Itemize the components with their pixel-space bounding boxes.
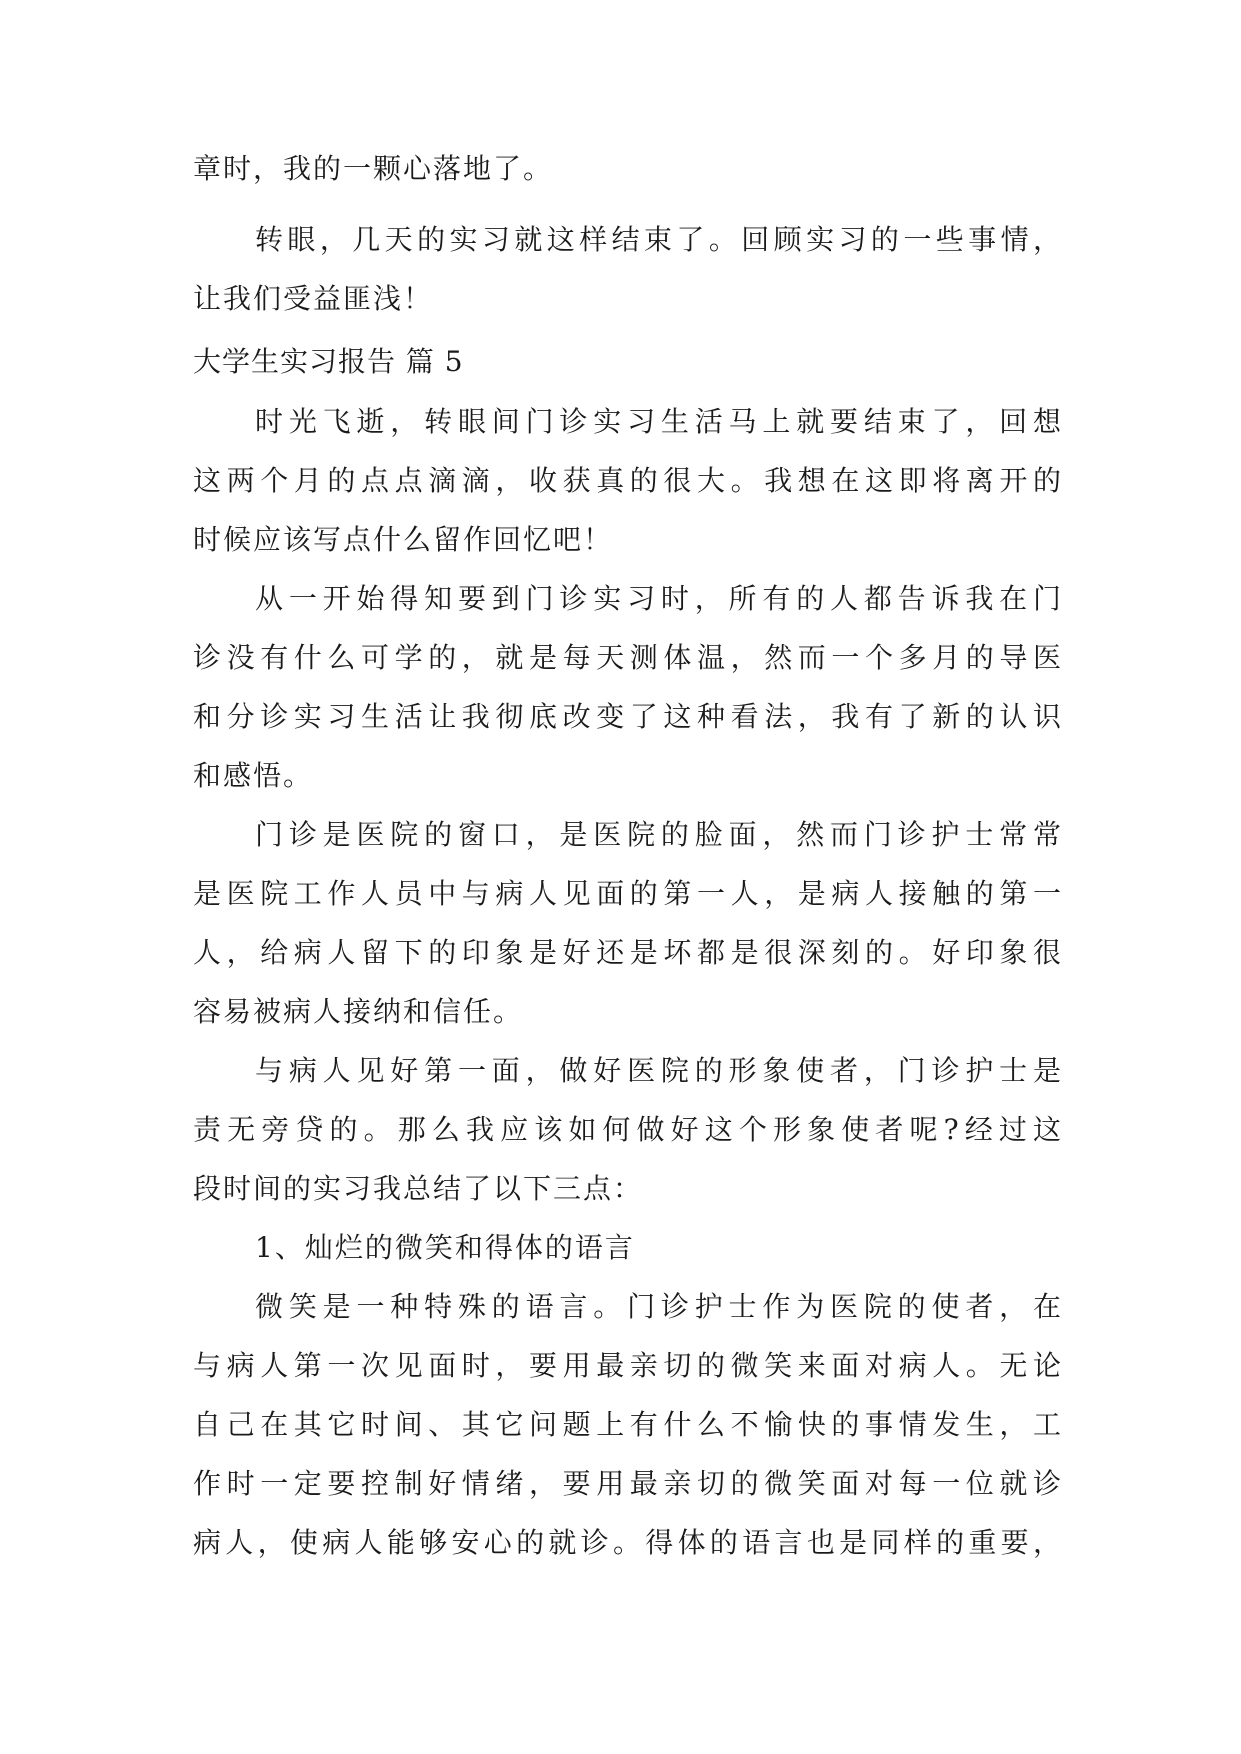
text-line: 这两个月的点点滴滴，收获真的很大。我想在这即将离开的 [193, 464, 1061, 497]
text-line: 门诊是医院的窗口，是医院的脸面，然而门诊护士常常 [255, 818, 1061, 851]
text-line: 作时一定要控制好情绪，要用最亲切的微笑面对每一位就诊 [193, 1467, 1061, 1500]
text-line: 病人，使病人能够安心的就诊。得体的语言也是同样的重要， [193, 1526, 1061, 1559]
text-line: 人，给病人留下的印象是好还是坏都是很深刻的。好印象很 [193, 936, 1061, 969]
text-line: 段时间的实习我总结了以下三点： [193, 1172, 644, 1205]
text-line: 诊没有什么可学的，就是每天测体温，然而一个多月的导医 [193, 641, 1061, 674]
list-item-heading: 1、灿烂的微笑和得体的语言 [255, 1231, 635, 1264]
text-line: 与病人见好第一面，做好医院的形象使者，门诊护士是 [255, 1054, 1061, 1087]
text-line: 容易被病人接纳和信任。 [193, 995, 524, 1028]
text-line: 和分诊实习生活让我彻底改变了这种看法，我有了新的认识 [193, 700, 1061, 733]
text-line: 责无旁贷的。那么我应该如何做好这个形象使者呢?经过这 [193, 1113, 1061, 1146]
text-line: 从一开始得知要到门诊实习时，所有的人都告诉我在门 [255, 582, 1061, 615]
text-line: 让我们受益匪浅！ [193, 282, 434, 315]
text-line: 自己在其它时间、其它问题上有什么不愉快的事情发生，工 [193, 1408, 1061, 1441]
text-line: 时光飞逝，转眼间门诊实习生活马上就要结束了，回想 [255, 405, 1061, 438]
text-line: 转眼，几天的实习就这样结束了。回顾实习的一些事情， [255, 223, 1061, 256]
text-line: 和感悟。 [193, 759, 314, 792]
text-line: 微笑是一种特殊的语言。门诊护士作为医院的使者，在 [255, 1290, 1061, 1323]
text-line: 与病人第一次见面时，要用最亲切的微笑来面对病人。无论 [193, 1349, 1061, 1382]
text-line: 章时，我的一颗心落地了。 [193, 152, 554, 185]
section-heading: 大学生实习报告 篇 5 [193, 345, 464, 378]
text-line: 是医院工作人员中与病人见面的第一人，是病人接触的第一 [193, 877, 1061, 910]
text-line: 时候应该写点什么留作回忆吧！ [193, 523, 614, 556]
